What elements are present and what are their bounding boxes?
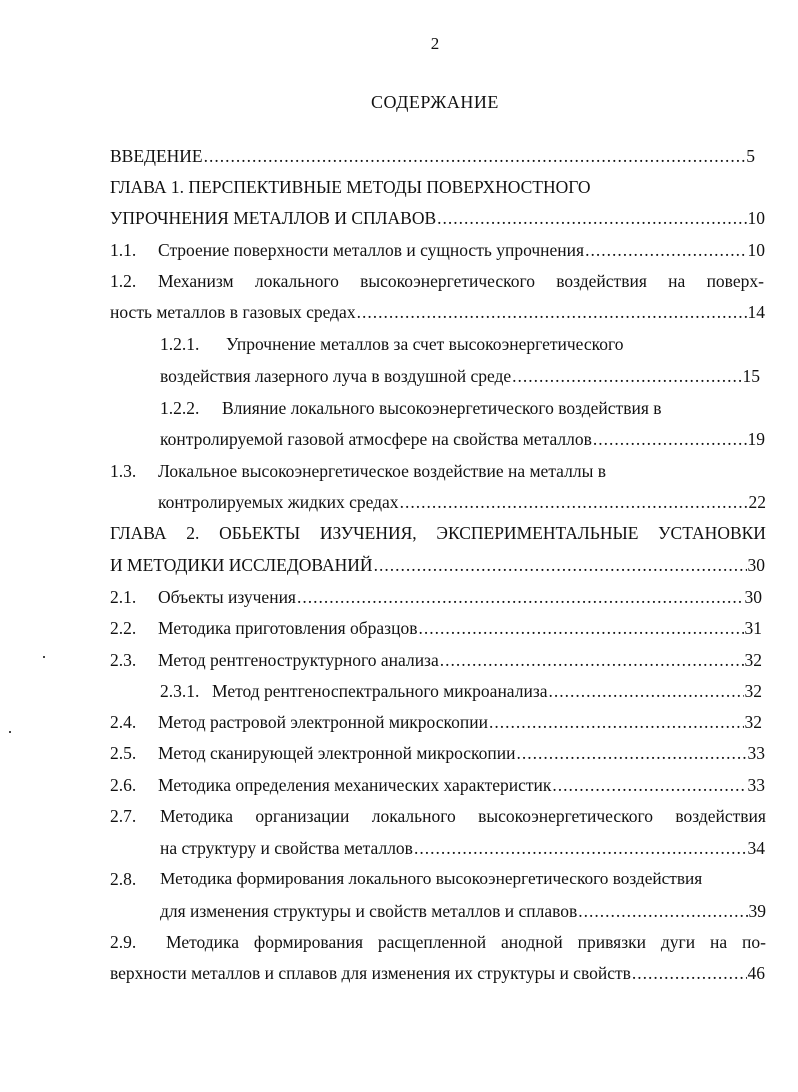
toc-word: ГЛАВА — [110, 523, 167, 543]
toc-word: высокоэнергетического — [478, 806, 653, 826]
toc-entry-title: воздействия лазерного луча в воздушной среде — [160, 366, 512, 386]
toc-leader-dots — [357, 302, 747, 323]
toc-word: ЭКСПЕРИМЕНТАЛЬНЫЕ — [436, 523, 639, 543]
toc-page-number: 30 — [747, 555, 765, 575]
toc-word: на — [668, 271, 686, 291]
toc-leader-dots — [418, 618, 743, 639]
toc-word: 2. — [186, 523, 200, 543]
page-number: 2 — [430, 34, 440, 53]
toc-page-number: 10 — [747, 240, 765, 260]
toc-section-number: 2.7. — [110, 806, 137, 826]
toc-entry-2-9-title — [166, 932, 766, 956]
toc-chapter-2-title — [110, 523, 766, 547]
toc-leader-dots — [512, 366, 741, 387]
toc-word: локального — [371, 806, 456, 826]
toc-word: УСТАНОВКИ — [658, 523, 766, 543]
toc-entry-2-7 — [160, 838, 765, 862]
toc-word: формирования — [253, 932, 364, 952]
toc-page-number: 22 — [748, 492, 766, 512]
toc-word: анодной — [501, 932, 563, 952]
toc-page-number: 10 — [747, 208, 765, 228]
toc-section-number: 1.1. — [110, 240, 137, 260]
toc-entry-title: И МЕТОДИКИ ИССЛЕДОВАНИЙ — [110, 555, 373, 575]
toc-entry-2-3 — [110, 650, 762, 674]
toc-chapter-1 — [110, 208, 765, 232]
toc-page-number: 19 — [747, 429, 765, 449]
toc-entry-2-1 — [110, 587, 762, 611]
toc-entry-title: Локальное высокоэнергетическое воздействие на металлы в — [158, 461, 606, 481]
toc-section-number: 2.2. — [110, 618, 137, 638]
scan-speck — [9, 731, 11, 733]
toc-entry-title: на структуру и свойства металлов — [160, 838, 413, 858]
toc-page-number: 5 — [746, 146, 755, 166]
toc-leader-dots — [437, 208, 746, 229]
toc-entry-1-2-1 — [160, 366, 760, 390]
toc-leader-dots — [585, 240, 746, 261]
toc-leader-dots — [632, 963, 747, 984]
toc-page-number: 15 — [742, 366, 760, 386]
toc-word: локального — [254, 271, 339, 291]
toc-word: Механизм — [158, 271, 234, 291]
toc-entry-2-9 — [110, 963, 765, 987]
toc-entry-intro — [110, 146, 755, 170]
toc-entry-2-3-1 — [160, 681, 762, 705]
toc-chapter-1-title: ГЛАВА 1. ПЕРСПЕКТИВНЫЕ МЕТОДЫ ПОВЕРХНОСТНОГО — [110, 177, 591, 197]
toc-section-number: 1.2.1. — [160, 334, 200, 354]
toc-entry-1-2 — [110, 302, 765, 326]
toc-entry-title: Методика определения механических характеристик — [158, 775, 552, 795]
toc-leader-dots — [517, 743, 747, 764]
toc-entry-2-4 — [110, 712, 762, 736]
scan-speck — [43, 656, 45, 658]
toc-section-number: 1.3. — [110, 461, 137, 481]
toc-word: на — [709, 932, 728, 952]
toc-entry-2-6 — [110, 775, 765, 799]
toc-leader-dots — [374, 555, 747, 576]
toc-leader-dots — [489, 712, 744, 733]
toc-page-number: 34 — [747, 838, 765, 858]
toc-leader-dots — [552, 775, 746, 796]
toc-leader-dots — [400, 492, 748, 513]
toc-section-number: 2.5. — [110, 743, 137, 763]
toc-section-number: 1.2.2. — [160, 398, 200, 418]
toc-leader-dots — [549, 681, 744, 702]
toc-entry-title: контролируемой газовой атмосфере на свойства металлов — [160, 429, 592, 449]
toc-word: высокоэнергетического — [360, 271, 535, 291]
toc-entry-title: Метод растровой электронной микроскопии — [158, 712, 488, 732]
toc-leader-dots — [593, 429, 747, 450]
toc-leader-dots — [204, 146, 746, 167]
toc-entry-2-8 — [160, 901, 766, 925]
toc-page-number: 39 — [748, 901, 766, 921]
toc-page-number: 46 — [747, 963, 765, 983]
toc-page-number: 14 — [747, 302, 765, 322]
toc-entry-title: УПРОЧНЕНИЯ МЕТАЛЛОВ И СПЛАВОВ — [110, 208, 437, 228]
toc-entry-title: Метод рентгеноспектрального микроанализа — [212, 681, 548, 701]
toc-entry-title: верхности металлов и сплавов для изменения их структуры и свойств — [110, 963, 631, 983]
toc-entry-1-2-2 — [160, 429, 765, 453]
toc-entry-title: Объекты изучения — [158, 587, 296, 607]
toc-entry-title: Методика приготовления образцов — [158, 618, 418, 638]
toc-section-number: 2.3. — [110, 650, 137, 670]
toc-word: привязки — [577, 932, 646, 952]
toc-word: воздействия — [675, 806, 766, 826]
toc-entry-2-7-title — [160, 806, 766, 830]
toc-entry-1-2-title — [158, 271, 764, 295]
toc-page-number: 33 — [747, 743, 765, 763]
toc-entry-title: Метод сканирующей электронной микроскопии — [158, 743, 516, 763]
toc-word: расщепленной — [377, 932, 487, 952]
toc-word: ОБЬЕКТЫ — [219, 523, 301, 543]
toc-entry-title: для изменения структуры и свойств металлов и сплавов — [160, 901, 578, 921]
toc-entry-title: Влияние локального высокоэнергетического воздействия в — [222, 398, 662, 418]
toc-section-number: 2.3.1. — [160, 681, 200, 701]
toc-entry-title: ВВЕДЕНИЕ — [110, 146, 203, 166]
toc-page-number: 32 — [744, 712, 762, 732]
toc-section-number: 1.2. — [110, 271, 137, 291]
toc-page-number: 32 — [744, 681, 762, 701]
toc-word: Методика — [166, 932, 240, 952]
toc-entry-title: Упрочнение металлов за счет высокоэнергетического — [226, 334, 624, 354]
toc-page-number: 30 — [744, 587, 762, 607]
toc-word: поверх- — [706, 271, 764, 291]
toc-entry-title: контролируемых жидких средах — [158, 492, 399, 512]
toc-page-number: 32 — [744, 650, 762, 670]
toc-entry-title: Методика формирования локального высокоэнергетического воздействия — [160, 869, 703, 888]
toc-entry-1-1 — [110, 240, 765, 264]
toc-section-number: 2.4. — [110, 712, 137, 732]
toc-section-number: 2.8. — [110, 869, 137, 889]
page-title: СОДЕРЖАНИЕ — [371, 92, 499, 112]
toc-leader-dots — [297, 587, 744, 608]
toc-section-number: 2.9. — [110, 932, 137, 952]
toc-word: дуги — [660, 932, 696, 952]
toc-entry-2-2 — [110, 618, 762, 642]
toc-section-number: 2.1. — [110, 587, 137, 607]
toc-word: воздействия — [556, 271, 647, 291]
toc-word: организации — [255, 806, 350, 826]
toc-leader-dots — [578, 901, 747, 922]
toc-page-number: 33 — [747, 775, 765, 795]
toc-entry-1-3 — [158, 492, 766, 516]
toc-page-number: 31 — [744, 618, 762, 638]
toc-leader-dots — [414, 838, 747, 859]
toc-word: Методика — [160, 806, 234, 826]
toc-leader-dots — [440, 650, 744, 671]
toc-chapter-2 — [110, 555, 765, 579]
toc-entry-2-5 — [110, 743, 765, 767]
toc-entry-title: Метод рентгеноструктурного анализа — [158, 650, 439, 670]
toc-word: ИЗУЧЕНИЯ, — [319, 523, 417, 543]
toc-entry-title: Строение поверхности металлов и сущность упрочнения — [158, 240, 585, 260]
toc-section-number: 2.6. — [110, 775, 137, 795]
toc-entry-title: ность металлов в газовых средах — [110, 302, 356, 322]
toc-word: по- — [741, 932, 766, 952]
